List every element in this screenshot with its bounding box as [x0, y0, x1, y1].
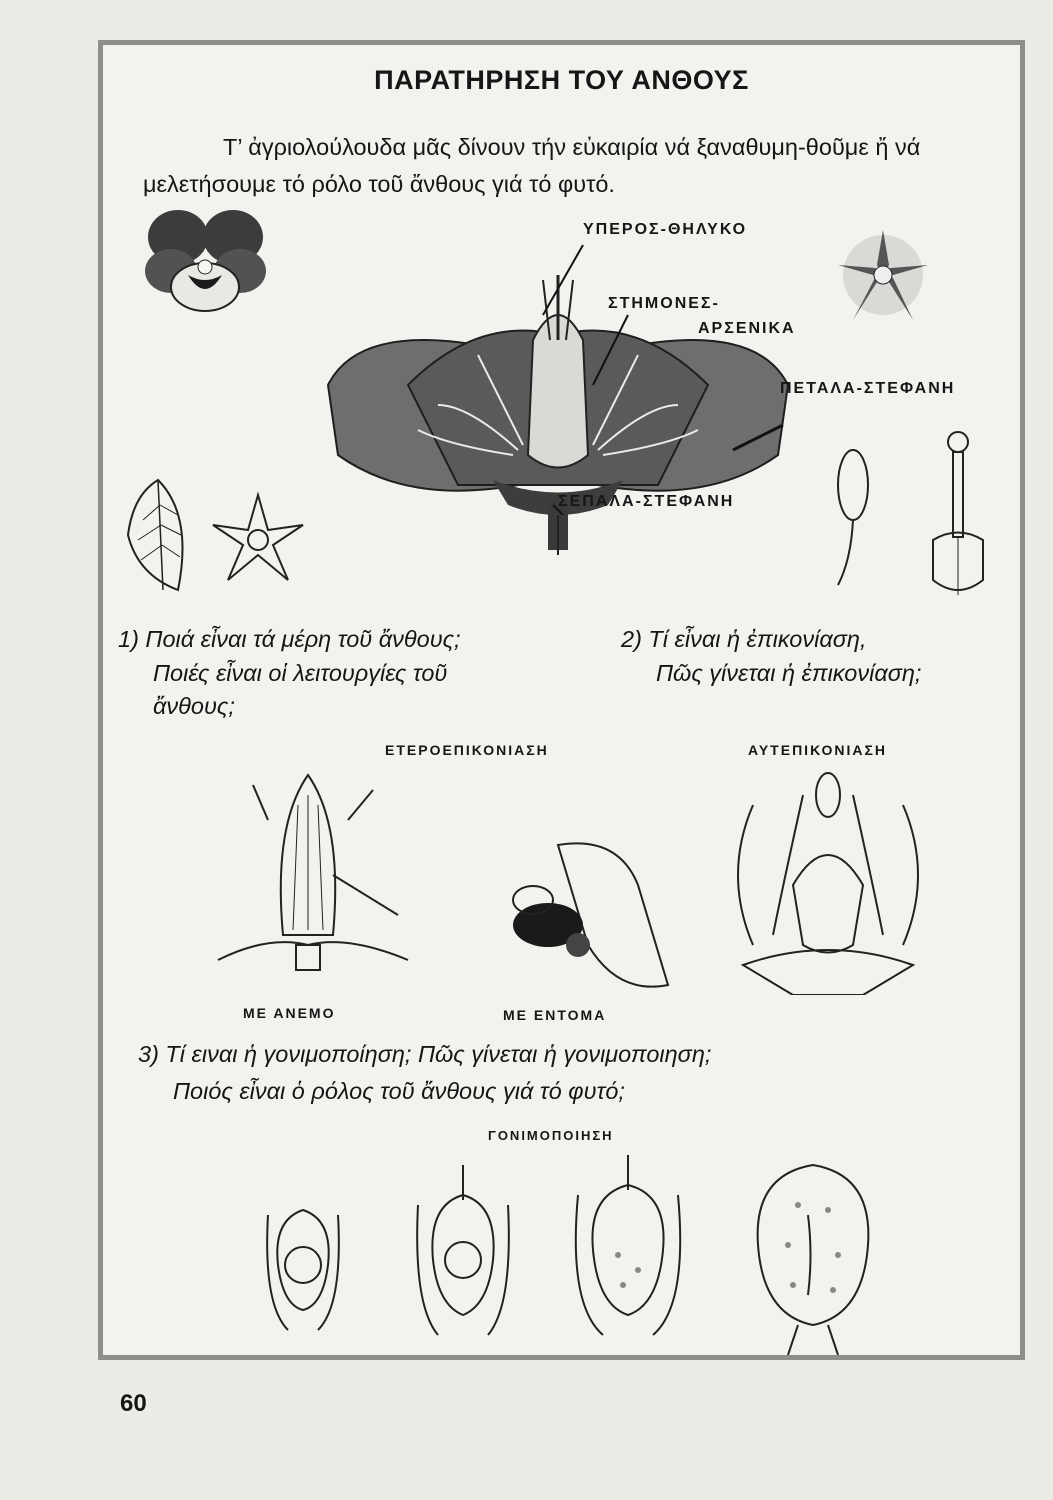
cross-pollination-title: ΕΤΕΡΟΕΠΙΚΟΝΙΑΣΗ: [385, 742, 549, 758]
fertilization-title: ΓΟΝΙΜΟΠΟΙΗΣΗ: [488, 1128, 614, 1143]
label-pistil: ΥΠΕΡΟΣ-ΘΗΛΥΚΟ: [583, 221, 748, 238]
fertilization-sequence-illustration: [248, 1155, 968, 1355]
question-1-line-3: ἄνθους;: [153, 693, 235, 719]
pansy-illustration: [143, 205, 268, 315]
intro-paragraph: Τ’ ἀγριολούλουδα μᾶς δίνουν τήν εὐκαιρία νά ξαναθυμη-θοῦμε ἤ νά μελετήσουμε τό ρόλο τοῦ ἄνθους γιά τό φυτό.: [143, 134, 921, 197]
label-stamens-1: ΣΤΗΜΟΝΕΣ-: [608, 295, 720, 312]
question-2-line-2: Πῶς γίνεται ἡ ἐπικονίαση;: [656, 660, 922, 686]
label-sepals: ΣΕΠΑΛΑ-ΣΤΕΦΑΝΗ: [558, 493, 735, 510]
label-petals: ΠΕΤΑΛΑ-ΣΤΕΦΑΝΗ: [780, 380, 956, 397]
self-pollination-title: ΑΥΤΕΠΙΚΟΝΙΑΣΗ: [748, 742, 888, 758]
page-number: 60: [120, 1390, 147, 1417]
question-2-line-1: 2) Τί εἶναι ἡ ἐπικονίαση,: [621, 626, 867, 652]
question-1-line-2: Ποιές εἶναι οἱ λειτουργίες τοῦ: [153, 660, 448, 686]
question-3-line-2: Ποιός εἶναι ὁ ρόλος τοῦ ἄνθους γιά τό φυτό;: [173, 1078, 625, 1104]
self-pollination-illustration: [713, 765, 943, 995]
leaf-and-flower-illustration: [123, 475, 323, 600]
page-title: ΠΑΡΑΤΗΡΗΣΗ ΤΟΥ ΑΝΘΟΥΣ: [374, 65, 749, 95]
question-1-line-1: 1) Ποιά εἶναι τά μέρη τοῦ ἄνθους;: [118, 626, 461, 652]
stamen-and-pistil-illustration: [823, 430, 1003, 610]
question-3-line-1: 3) Τί ειναι ἡ γονιμοποίηση; Πῶς γίνεται ἡ γονιμοποιηση;: [138, 1041, 712, 1067]
wind-pollination-illustration: [208, 765, 428, 995]
insect-label: ΜΕ ΕΝΤΟΜΑ: [503, 1007, 607, 1023]
page-frame: [98, 40, 1025, 1360]
wind-label: ΜΕ ΑΝΕΜΟ: [243, 1005, 336, 1021]
insect-pollination-illustration: [498, 825, 698, 995]
label-stamens-2: ΑΡΣΕΝΙΚΑ: [698, 320, 796, 337]
